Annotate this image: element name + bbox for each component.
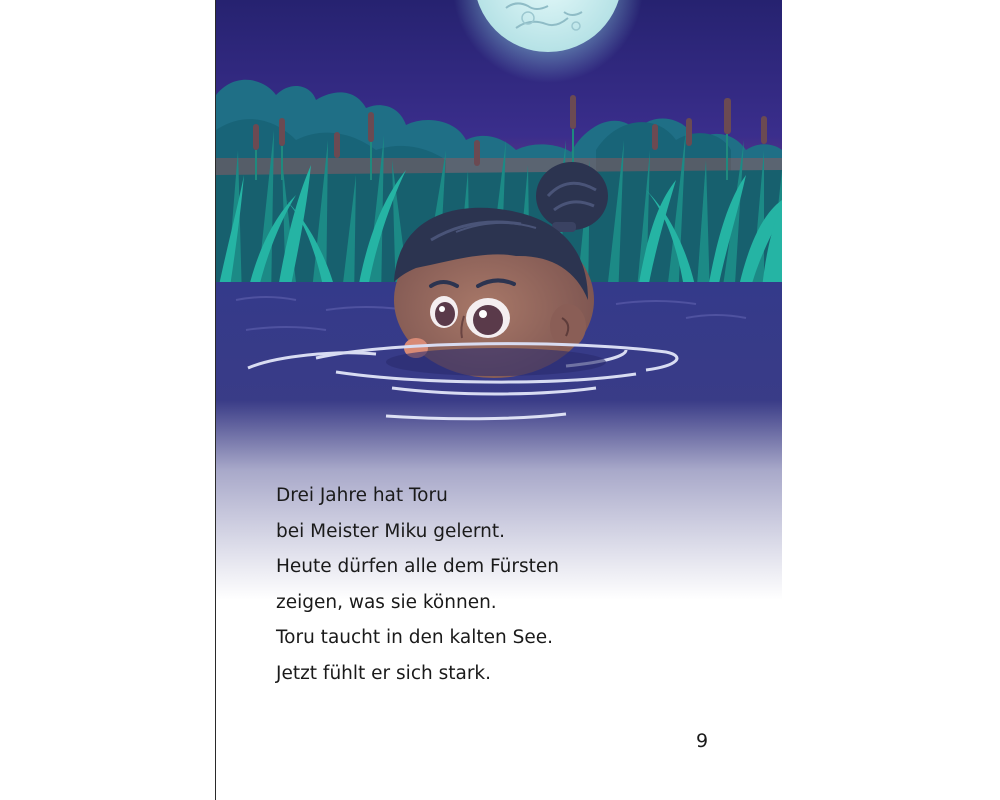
story-line: Toru taucht in den kalten See.: [276, 627, 554, 648]
page-number: 9: [696, 730, 709, 752]
story-text: [276, 478, 756, 691]
story-line: Heute dürfen alle dem Fürsten: [276, 556, 559, 577]
story-line: zeigen, was sie können.: [276, 591, 497, 613]
story-line: Drei Jahre hat Toru: [276, 485, 448, 506]
book-page: [216, 0, 782, 800]
story-line: Jetzt fühlt er sich stark.: [276, 662, 492, 684]
story-line: bei Meister Miku gelernt.: [276, 520, 506, 542]
